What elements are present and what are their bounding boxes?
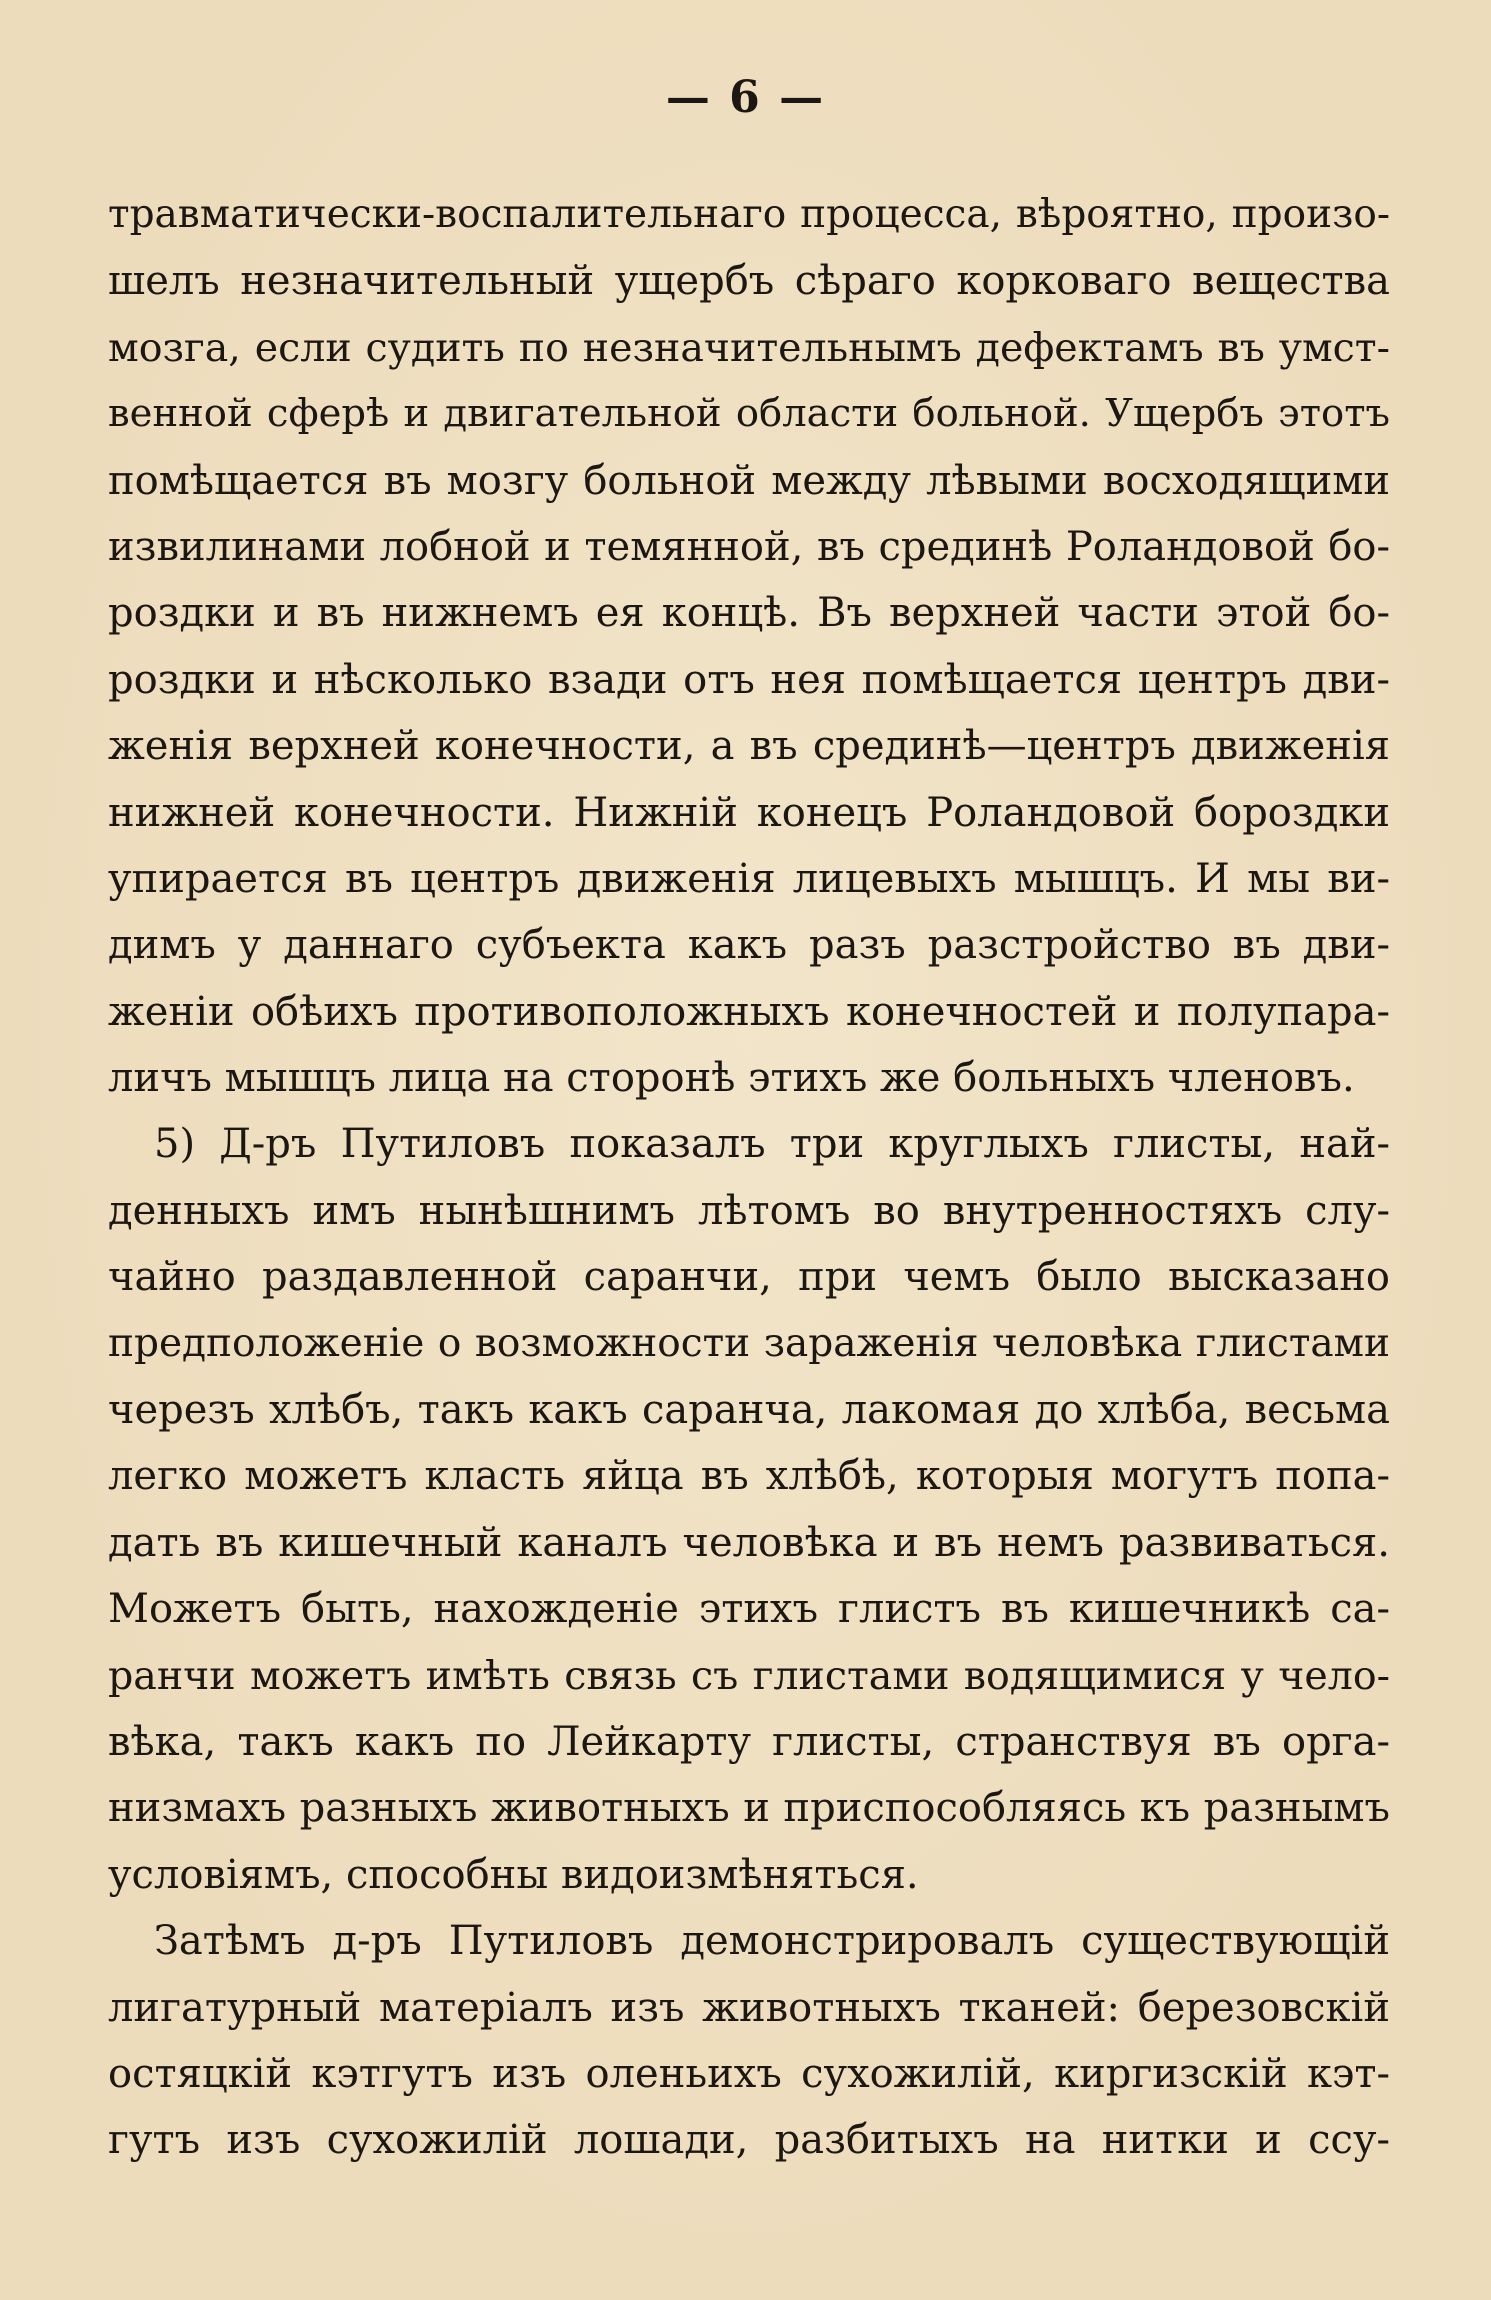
text-line: травматически-воспалительнаго процесса, вѣроятно, произо- xyxy=(108,192,1390,237)
text-line: дать въ кишечный каналъ человѣка и въ немъ развиваться. xyxy=(108,1519,1390,1566)
text-line: гутъ изъ сухожилій лошади, разбитыхъ на нитки и ссу- xyxy=(108,2117,1390,2164)
text-line: личъ мышцъ лица на сторонѣ этихъ же больныхъ членовъ. xyxy=(108,1055,1355,1102)
text-line: черезъ хлѣбъ, такъ какъ саранча, лакомая до хлѣба, весьма xyxy=(108,1387,1390,1434)
text-line: роздки и нѣсколько взади отъ нея помѣщается центръ дви- xyxy=(108,656,1390,703)
text-line: Затѣмъ д-ръ Путиловъ демонстрировалъ существующій xyxy=(154,1918,1390,1965)
text-line: вѣка, такъ какъ по Лейкарту глисты, странствуя въ орга- xyxy=(108,1718,1390,1765)
text-line: низмахъ разныхъ животныхъ и приспособляясь къ разнымъ xyxy=(108,1785,1390,1832)
text-line: предположеніе о возможности зараженія человѣка глистами xyxy=(108,1320,1390,1366)
text-line: извилинами лобной и темянной, въ срединѣ Роландовой бо- xyxy=(108,523,1390,570)
text-line: денныхъ имъ нынѣшнимъ лѣтомъ во внутренностяхъ слу- xyxy=(108,1187,1390,1234)
text-line: шелъ незначительный ущербъ сѣраго корковаго вещества xyxy=(108,258,1390,305)
text-line: остяцкій кэтгутъ изъ оленьихъ сухожилій, киргизскій кэт- xyxy=(108,2050,1390,2097)
text-line: женіи обѣихъ противоположныхъ конечностей и полупара- xyxy=(108,988,1390,1035)
text-line: 5) Д-ръ Путиловъ показалъ три круглыхъ глисты, най- xyxy=(154,1121,1390,1168)
text-line: ранчи можетъ имѣть связь съ глистами водящимися у чело- xyxy=(108,1652,1390,1699)
text-line: условіямъ, способны видоизмѣняться. xyxy=(108,1851,919,1898)
text-line: женія верхней конечности, а въ срединѣ—центръ движенія xyxy=(108,723,1390,770)
page-number: — 6 — xyxy=(665,72,826,123)
text-line: роздки и въ нижнемъ ея концѣ. Въ верхней части этой бо- xyxy=(108,590,1390,637)
text-line: Можетъ быть, нахожденіе этихъ глистъ въ кишечникѣ са- xyxy=(108,1586,1390,1633)
text-line: нижней конечности. Нижній конецъ Роландовой бороздки xyxy=(108,789,1390,836)
text-line: мозга, если судить по незначительнымъ дефектамъ въ умст- xyxy=(108,324,1390,371)
text-line: чайно раздавленной саранчи, при чемъ было высказано xyxy=(108,1254,1390,1301)
text-line: упирается въ центръ движенія лицевыхъ мышцъ. И мы ви- xyxy=(108,855,1390,902)
text-line: легко можетъ класть яйца въ хлѣбѣ, которыя могутъ попа- xyxy=(108,1453,1390,1500)
text-line: помѣщается въ мозгу больной между лѣвыми восходящими xyxy=(108,457,1390,504)
body-text xyxy=(108,182,1390,2174)
text-line: лигатурный матеріалъ изъ животныхъ тканей: березовскій xyxy=(108,1984,1390,2031)
text-line: венной сферѣ и двигательной области больной. Ущербъ этотъ xyxy=(108,391,1390,437)
text-line: димъ у даннаго субъекта какъ разъ разстройство въ дви- xyxy=(108,922,1390,969)
